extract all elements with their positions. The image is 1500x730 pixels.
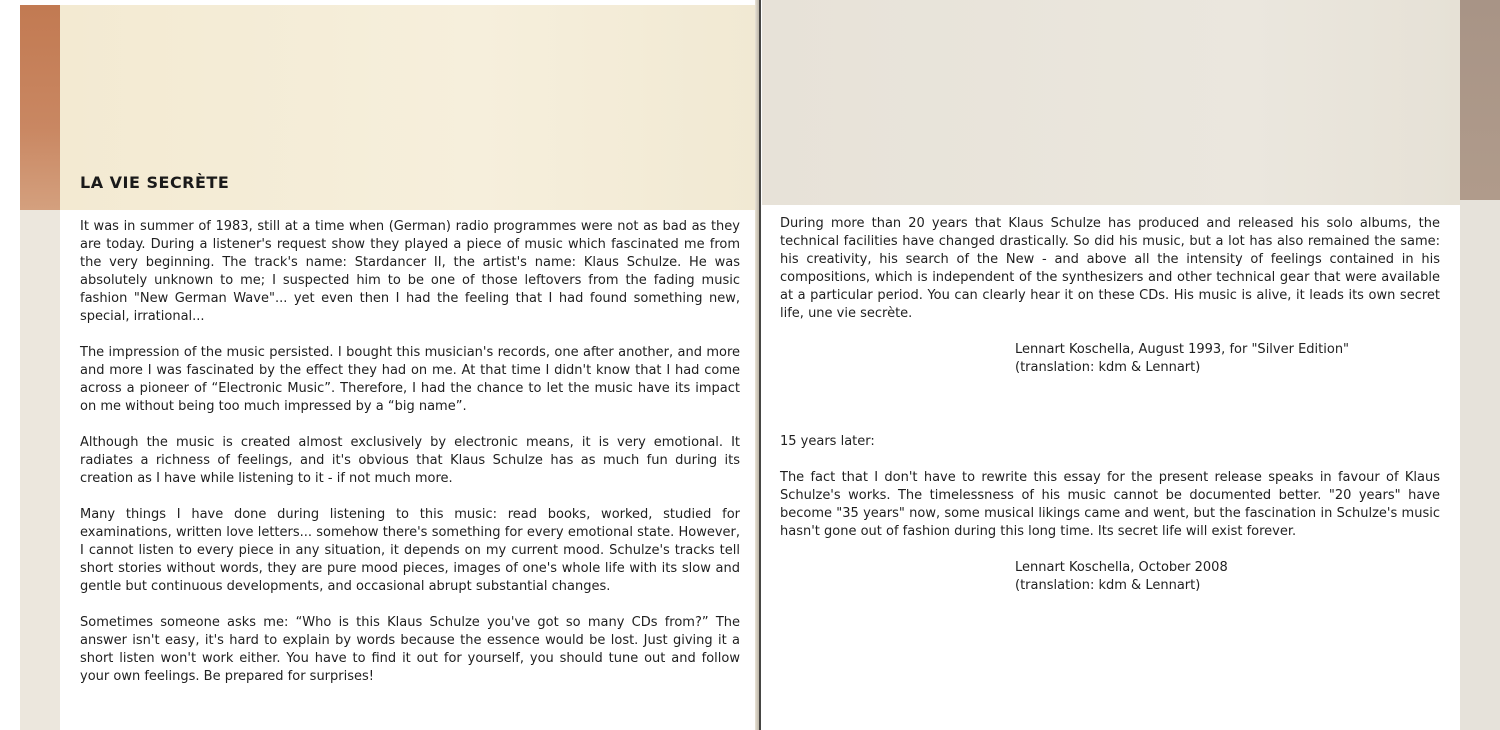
left-page-text (80, 218, 740, 704)
translation-credit: (translation: kdm & Lennart) (1015, 578, 1201, 593)
right-margin-band (1460, 200, 1500, 730)
translation-credit: (translation: kdm & Lennart) (1015, 360, 1201, 375)
right-page-header-area (762, 0, 1460, 205)
paragraph: It was in summer of 1983, still at a time when (German) radio programmes were not as bad as they are today. During a listener's request show they played a piece of music which fascinated me from the very beginning. The track's name: Stardancer II, the artist's name: Klaus Schulze. He was absolutely unknown to me; I suspected him to be one of those leftovers from the fading music fashion "New German Wave"... yet even then I had the feeling that I had found something new, special, irrational... (80, 219, 740, 324)
paragraph: Although the music is created almost exclusively by electronic means, it is very emotional. It radiates a richness of feelings, and it's obvious that Klaus Schulze has as much fun during its creation as I have while listening to it - if not much more. (80, 435, 740, 486)
signature-2008 (780, 559, 1440, 595)
paragraph: During more than 20 years that Klaus Schulze has produced and released his solo albums, the technical facilities have changed drastically. So did his music, but a lot has also remained the same: his creativity, his search of the New - and above all the intensity of feelings contained in his compositions, which is independent of the synthesizers and other technical gear that were available at a particular period. You can clearly hear it on these CDs. His music is alive, it leads its own secret life, une vie secrète. (780, 216, 1440, 321)
signature-line: Lennart Koschella, October 2008 (1015, 560, 1228, 575)
page-fold-line (759, 0, 761, 730)
signature-line: Lennart Koschella, August 1993, for "Silver Edition" (1015, 342, 1350, 357)
paragraph: The fact that I don't have to rewrite this essay for the present release speaks in favour of Klaus Schulze's works. The timelessness of his music cannot be documented better. "20 years" have become "35 years" now, some musical likings came and went, but the fascination in Schulze's music hasn't gone out of fashion during this long time. Its secret life will exist forever. (780, 470, 1440, 539)
page-title: LA VIE SECRÈTE (80, 173, 230, 192)
right-page-text (780, 215, 1440, 595)
left-margin-band (20, 210, 60, 730)
paragraph: Sometimes someone asks me: “Who is this Klaus Schulze you've got so many CDs from?” The answer isn't easy, it's hard to explain by words because the essence would be lost. Just giving it a short listen won't work either. You have to find it out for yourself, you should tune out and follow your own feelings. Be prepared for surprises! (80, 615, 740, 684)
left-color-band (20, 5, 60, 210)
right-color-band (1460, 0, 1500, 200)
paragraph: The impression of the music persisted. I bought this musician's records, one after another, and more and more I was fascinated by the effect they had on me. At that time I didn't know that I had come across a pioneer of “Electronic Music”. Therefore, I had the chance to let the music have its impact on me without being too much impressed by a “big name”. (80, 345, 740, 414)
later-label: 15 years later: (780, 434, 875, 449)
paragraph: Many things I have done during listening to this music: read books, worked, studied for examinations, written love letters... somehow there's something for every emotional state. However, I cannot listen to every piece in any situation, it depends on my current mood. Schulze's tracks tell short stories without words, they are pure mood pieces, images of one's whole life with its slow and gentle but continuous developments, and occasional abrupt substantial changes. (80, 507, 740, 594)
signature-1993 (780, 341, 1440, 377)
